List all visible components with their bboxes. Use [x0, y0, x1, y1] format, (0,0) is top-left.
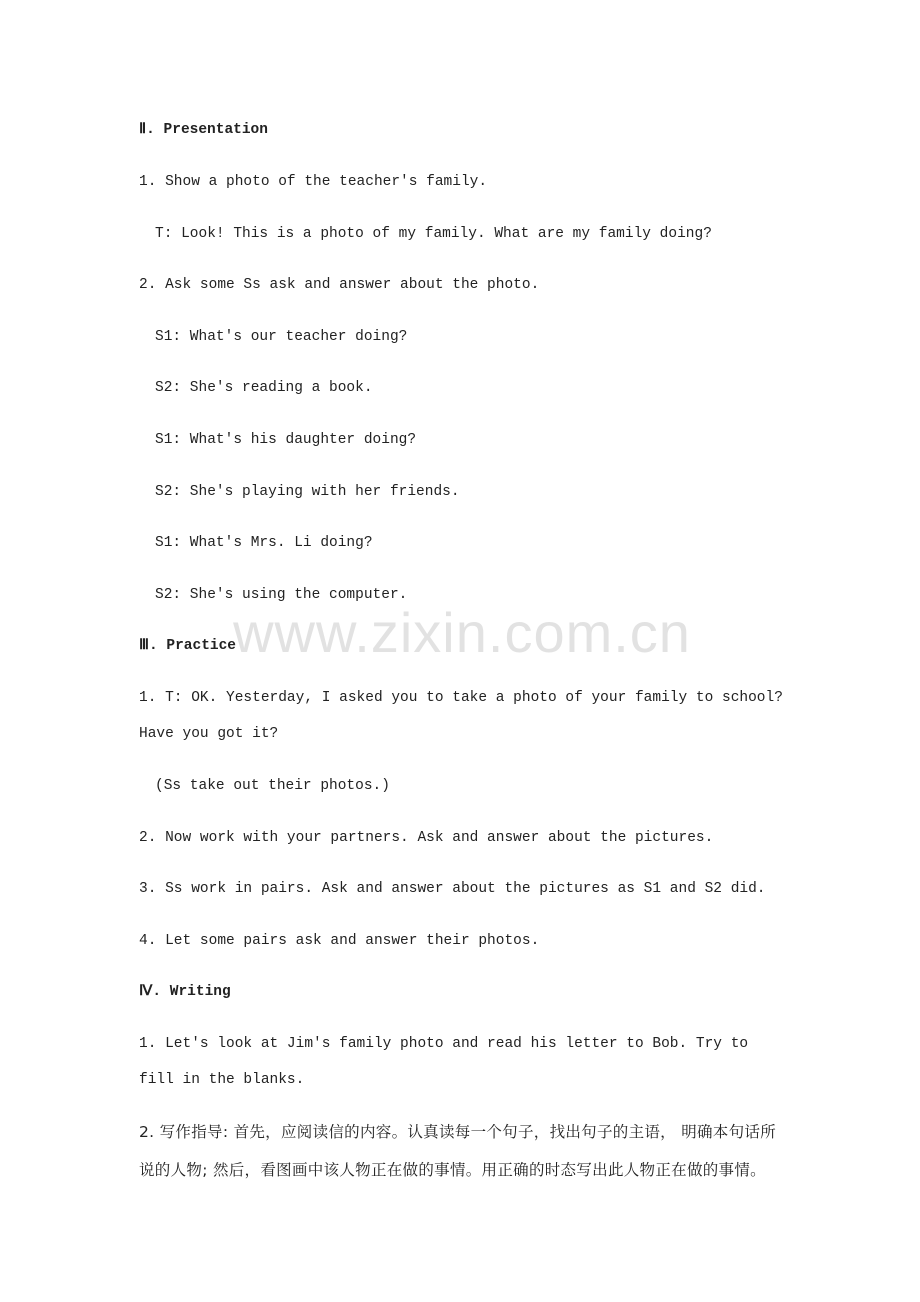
list-item: 3. Ss work in pairs. Ask and answer about the pictures as S1 and S2 did. [139, 881, 766, 897]
writing-guidance: 2. 写作指导: 首先，应阅读信的内容。认真读每一个句子，找出句子的主语， 明确本句话所说的人物; 然后，看图画中该人物正在做的事情。用正确的时态写出此人物正在做的事情。 [139, 1123, 776, 1179]
dialogue-line: S1: What's Mrs. Li doing? [155, 535, 373, 551]
list-item: 1. Show a photo of the teacher's family. [139, 174, 488, 190]
section-heading-writing: Ⅳ. Writing [139, 984, 231, 1000]
dialogue-line: S1: What's our teacher doing? [155, 329, 408, 345]
section-heading-practice: Ⅲ. Practice [139, 638, 237, 654]
list-item: 2. Now work with your partners. Ask and answer about the pictures. [139, 830, 714, 846]
dialogue-line: S2: She's playing with her friends. [155, 484, 460, 500]
list-item: 1. T: OK. Yesterday, I asked you to take a photo of your family to school? Have you got it? [139, 690, 783, 742]
list-item: 4. Let some pairs ask and answer their photos. [139, 933, 540, 949]
dialogue-line: S2: She's using the computer. [155, 587, 408, 603]
watermark: www.zixin.com.cn [233, 601, 691, 664]
section-heading-presentation: Ⅱ. Presentation [139, 122, 268, 138]
teacher-line: T: Look! This is a photo of my family. What are my family doing? [155, 226, 712, 242]
list-item: 1. Let's look at Jim's family photo and read his letter to Bob. Try to fill in the blanks. [139, 1036, 749, 1088]
list-item: 2. Ask some Ss ask and answer about the photo. [139, 277, 540, 293]
dialogue-line: S2: She's reading a book. [155, 380, 373, 396]
dialogue-line: S1: What's his daughter doing? [155, 432, 417, 448]
note-line: (Ss take out their photos.) [155, 778, 390, 794]
